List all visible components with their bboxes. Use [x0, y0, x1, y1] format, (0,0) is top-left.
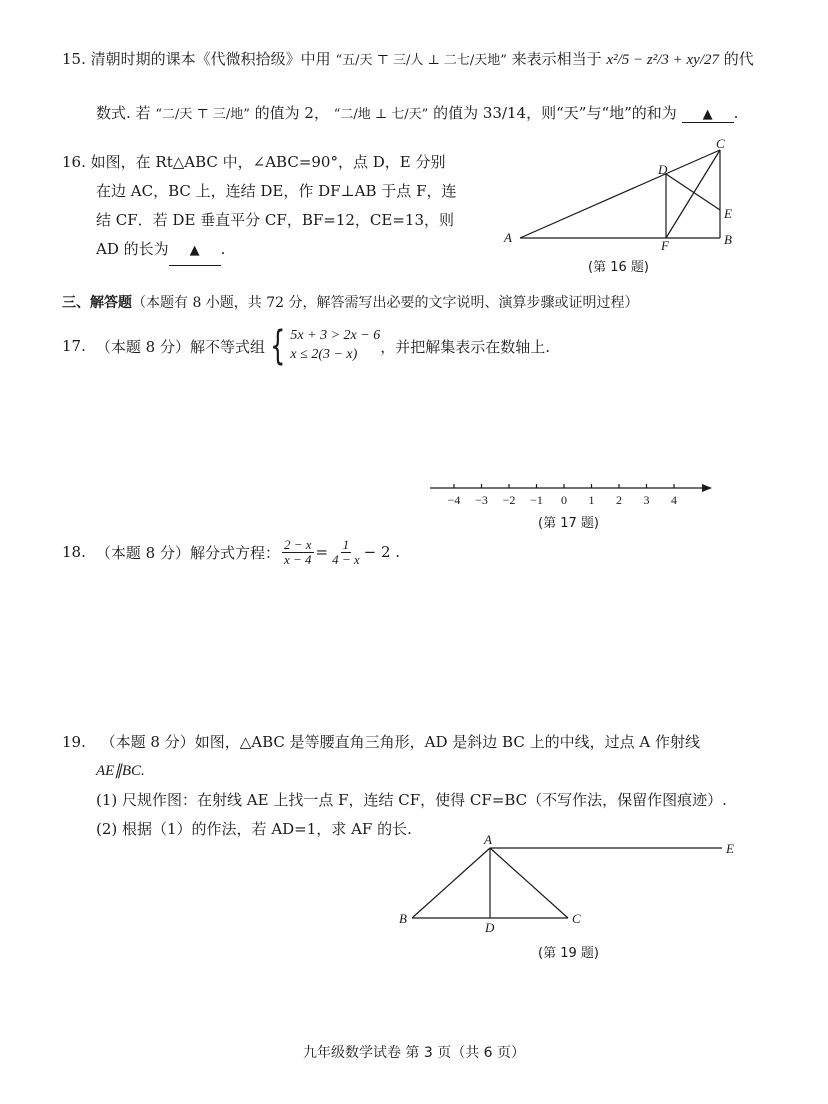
number-line-tick-label: −1: [530, 493, 543, 507]
q18-score: （本题 8 分）: [95, 543, 190, 562]
q16-line-2: 在边 AC，BC 上，连结 DE，作 DF⊥AB 于点 F，连: [96, 182, 457, 200]
q18-rhs-denominator: 4 − x: [332, 551, 360, 567]
q16-segment-cf: [666, 150, 720, 238]
q16-label-f: F: [661, 238, 669, 250]
q19-segment-ac: [490, 848, 568, 918]
number-line-tick-label: −4: [447, 493, 461, 507]
number-line-tick-label: 0: [561, 493, 567, 507]
q17-inequality-system: [265, 323, 381, 369]
q15-cond2: “二/地 ⊥ 七/天”: [333, 107, 429, 122]
section3-note: （本题有 8 小题，共 72 分，解答需写出必要的文字说明、演算步骤或证明过程）: [132, 295, 639, 311]
q17-text: 解不等式组: [189, 337, 265, 356]
q15-text3: 的代: [723, 50, 754, 68]
q16-line-4: AD 的长为: [96, 240, 169, 258]
q19-caption: (第 19 题): [538, 946, 599, 961]
q15-line2: [96, 102, 738, 123]
q19-number: 19.: [62, 733, 86, 751]
q16-label-a: A: [504, 230, 512, 245]
q16-label-b: B: [724, 232, 732, 247]
q17-inequality-2: x ≤ 2(3 − x): [290, 347, 358, 362]
section3-title: 三、解答题: [62, 295, 132, 311]
q16-caption: (第 16 题): [588, 260, 649, 275]
q18-number: 18.: [62, 543, 86, 562]
q19-label-a: A: [484, 834, 492, 847]
number-line-tick-label: 3: [643, 493, 650, 507]
q16-segment-ac: [520, 150, 720, 238]
q17-brace: {: [270, 323, 286, 369]
q15-line2-b: 的值为 2，: [254, 104, 329, 122]
q18-lhs-denominator: x − 4: [283, 551, 312, 567]
q15-line2-a: 数式. 若: [96, 104, 151, 122]
q16-label-d: D: [658, 162, 668, 177]
q18-lhs-fraction: [282, 538, 314, 566]
q18-equals: =: [315, 543, 329, 562]
q15-line1: [62, 48, 754, 69]
q16-number: 16.: [62, 153, 86, 171]
q15-line2-c: 的值为: [433, 104, 479, 122]
q15-line2-d: ，则“天”与“地”的和为: [526, 104, 677, 122]
q15-cond1: “二/天 ⊤ 三/地”: [155, 107, 250, 122]
q19-line2: AE∥BC.: [96, 763, 145, 779]
q16-label-c: C: [716, 138, 725, 151]
q19-part1: (1) 尺规作图：在射线 AE 上找一点 F，连结 CF，使得 CF=BC（不写作法，保留作图痕迹）.: [96, 791, 727, 809]
page-footer: 九年级数学试卷 第 3 页（共 6 页）: [302, 1045, 526, 1061]
q19-label-d: D: [485, 920, 495, 935]
q15-math-expression: x²/5 − z²/3 + xy/27: [606, 52, 719, 68]
q18-rhs-tail: − 2 .: [363, 543, 401, 562]
q16-end: .: [220, 240, 226, 258]
q18-rhs-fraction: [330, 538, 362, 566]
number-line-tick-label: −2: [502, 493, 516, 507]
q17-caption: (第 17 题): [538, 516, 599, 531]
number-line-tick-label: 4: [671, 493, 677, 507]
number-line-tick-label: 1: [588, 493, 595, 507]
q15-text1: 清朝时期的课本《代微积拾级》中用: [90, 50, 331, 68]
q19-part2: (2) 根据（1）的作法，若 AD=1，求 AF 的长.: [96, 820, 412, 838]
q16-label-e: E: [724, 206, 732, 221]
q19-segment-ab: [412, 848, 490, 918]
q16-block: [62, 148, 456, 266]
q19-label-c: C: [572, 911, 581, 926]
q19-block: [62, 728, 727, 844]
number-line-arrow: [702, 484, 712, 492]
q17-inequality-1: 5x + 3 > 2x − 6: [290, 328, 381, 344]
q15-end: .: [733, 104, 739, 122]
q16-line-1: 如图，在 Rt△ABC 中，∠ABC=90°，点 D，E 分别: [90, 153, 446, 171]
q15-answer-blank[interactable]: ▲: [682, 107, 734, 123]
q18-line: [62, 538, 400, 566]
q15-rod-expression: “五/天 ⊤ 三/人 ⊥ 二七/天地”: [335, 53, 507, 68]
q16-figure: [500, 138, 750, 250]
q15-value: 33/14: [482, 104, 527, 122]
q15-number: 15.: [62, 50, 86, 68]
q19-score: （本题 8 分）: [100, 733, 195, 751]
q19-line1: 如图，△ABC 是等腰直角三角形，AD 是斜边 BC 上的中线，过点 A 作射线: [194, 733, 700, 751]
section3-header: [62, 292, 639, 312]
q17-line: [62, 323, 550, 369]
number-line-tick-label: −3: [475, 493, 488, 507]
q18-rhs-numerator: 1: [342, 537, 350, 552]
q19-figure: [396, 834, 746, 936]
q16-answer-blank[interactable]: ▲: [169, 236, 221, 266]
q17-text2: ，并把解集表示在数轴上.: [380, 337, 550, 356]
q17-number-line: [426, 476, 716, 510]
number-line-tick-label: 2: [616, 493, 622, 507]
q17-number: 17.: [62, 337, 86, 355]
q18-text: 解分式方程：: [189, 543, 280, 562]
q17-score: （本题 8 分）: [95, 337, 190, 356]
q19-label-e: E: [726, 841, 734, 856]
q15-text2: 来表示相当于: [511, 50, 602, 68]
q18-lhs-numerator: 2 − x: [283, 537, 312, 552]
q16-segment-de: [666, 174, 720, 210]
q16-line-3: 结 CF．若 DE 垂直平分 CF，BF=12，CE=13，则: [96, 211, 454, 229]
q19-label-b: B: [399, 911, 407, 926]
